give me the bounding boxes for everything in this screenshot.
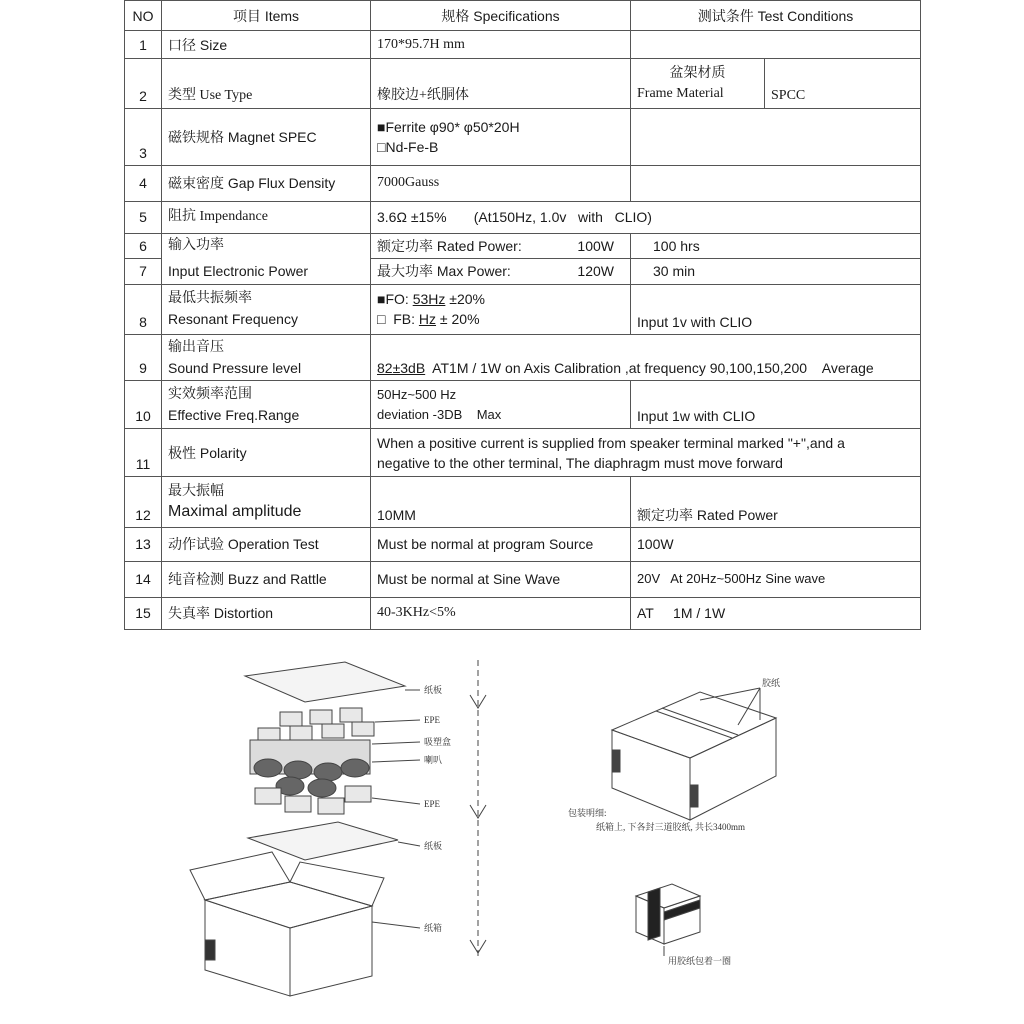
row-no: 6 <box>125 233 162 258</box>
item-en: Resonant Frequency <box>168 311 298 328</box>
row-no: 12 <box>125 477 162 527</box>
max-power-label: 最大功率 Max Power: <box>377 263 511 280</box>
row-test <box>631 31 921 59</box>
label-speaker: 喇叭 <box>424 755 443 765</box>
table-row <box>125 429 921 477</box>
row-item: 阻抗 Impendance <box>162 201 371 233</box>
paperboard-bottom-drawing <box>248 822 398 860</box>
carton-drawing <box>190 852 384 996</box>
table-row <box>125 31 921 59</box>
row-item <box>162 381 371 429</box>
packing-note-detail: 纸箱上, 下各封三道胶纸, 共长3400mm <box>596 822 746 832</box>
item-cn: 实效频率范围 <box>168 386 252 402</box>
small-box-drawing <box>636 884 700 944</box>
spl-condition: AT1M / 1W on Axis Calibration ,at frequency 90,100,150,200 Average <box>425 360 874 377</box>
row-spec: Must be normal at Sine Wave <box>371 561 631 597</box>
row-item: 动作试验 Operation Test <box>162 527 371 561</box>
header-row <box>125 1 921 31</box>
rated-power-label: 额定功率 Rated Power: <box>377 237 522 254</box>
table-row <box>125 233 921 258</box>
row-test: 20V At 20Hz~500Hz Sine wave <box>631 561 921 597</box>
item-cn: 输出音压 <box>168 339 224 355</box>
paperboard-top-drawing <box>245 662 405 702</box>
row-spec <box>371 233 631 258</box>
table-row <box>125 109 921 165</box>
freq-range: 50Hz~500 Hz <box>377 386 457 402</box>
row-spec <box>371 258 631 284</box>
row-item: 磁铁规格 Magnet SPEC <box>162 109 371 165</box>
row-test <box>631 109 921 165</box>
spl-value: 82±3dB <box>377 360 426 377</box>
header-test: 测试条件 Test Conditions <box>631 1 921 31</box>
row-spec <box>371 109 631 165</box>
item-en: Maximal amplitude <box>168 503 302 521</box>
row-test: 30 min <box>631 258 921 284</box>
row-spec: 10MM <box>371 477 631 527</box>
freq-deviation: deviation -3DB Max <box>377 406 502 422</box>
max-power-value: 120W <box>577 263 614 280</box>
row-item <box>162 477 371 527</box>
label-epe-bottom: EPE <box>424 799 441 809</box>
row-test: Input 1v with CLIO <box>631 284 921 334</box>
packing-note-title: 包装明细: <box>568 808 607 818</box>
frame-label-cn: 盆架材质 <box>669 65 726 81</box>
frame-material-label <box>631 59 765 109</box>
table-row <box>125 201 921 233</box>
row-item: 磁束密度 Gap Flux Density <box>162 165 371 201</box>
fo-value: 53Hz <box>412 291 446 308</box>
table-row <box>125 59 921 109</box>
row-no: 15 <box>125 597 162 629</box>
label-carton: 纸箱 <box>424 923 443 933</box>
row-no: 13 <box>125 527 162 561</box>
row-no: 7 <box>125 258 162 284</box>
row-no: 14 <box>125 561 162 597</box>
table-row <box>125 527 921 561</box>
small-box-caption: 用胶纸包着一圈 <box>668 956 732 966</box>
row-spec <box>371 429 921 477</box>
row-test: 额定功率 Rated Power <box>631 477 921 527</box>
row-spec: 橡胶边+纸胴体 <box>371 59 631 109</box>
table-row <box>125 381 921 429</box>
magnet-ferrite: ■Ferrite φ90* φ50*20H <box>377 118 520 135</box>
row-test: 100 hrs <box>631 233 921 258</box>
label-tape: 胶纸 <box>762 678 781 688</box>
row-item-cn: 输入功率 <box>162 233 371 258</box>
fo-line <box>377 289 624 309</box>
row-no: 4 <box>125 165 162 201</box>
fb-line <box>377 309 624 329</box>
sealed-carton-drawing <box>612 692 776 820</box>
row-spec <box>371 284 631 334</box>
header-items: 项目 Items <box>162 1 371 31</box>
row-spec: 170*95.7H mm <box>371 31 631 59</box>
fb-prefix: □ FB: <box>377 311 419 328</box>
row-no: 9 <box>125 335 162 381</box>
label-paperboard-top: 纸板 <box>424 685 443 695</box>
table-row <box>125 258 921 284</box>
row-item: 类型 Use Type <box>162 59 371 109</box>
row-no: 8 <box>125 284 162 334</box>
row-item: 失真率 Distortion <box>162 597 371 629</box>
fb-value: Hz <box>418 311 437 328</box>
frame-label-en: Frame Material <box>637 85 724 101</box>
label-paperboard-bottom: 纸板 <box>424 841 443 851</box>
fb-suffix: ± 20% <box>436 311 480 328</box>
row-item <box>162 335 371 381</box>
polarity-line2: negative to the other terminal, The diaphragm must move forward <box>377 454 783 471</box>
label-epe-top: EPE <box>424 715 441 725</box>
row-item <box>162 284 371 334</box>
row-no: 2 <box>125 59 162 109</box>
header-spec: 规格 Specifications <box>371 1 631 31</box>
frame-material-value: SPCC <box>765 59 921 109</box>
item-en: Sound Pressure level <box>168 359 302 376</box>
packing-diagram <box>0 640 1024 1024</box>
table-row <box>125 561 921 597</box>
label-blister: 吸塑盒 <box>424 737 452 747</box>
row-no: 11 <box>125 429 162 477</box>
item-cn: 最大振幅 <box>168 484 224 500</box>
header-no: NO <box>125 1 162 31</box>
row-item: 口径 Size <box>162 31 371 59</box>
row-test: AT 1M / 1W <box>631 597 921 629</box>
row-no: 1 <box>125 31 162 59</box>
item-cn: 最低共振频率 <box>168 291 252 307</box>
row-no: 10 <box>125 381 162 429</box>
table-row <box>125 165 921 201</box>
spec-table <box>124 0 921 630</box>
row-item-en: Input Electronic Power <box>162 258 371 284</box>
row-test: Input 1w with CLIO <box>631 381 921 429</box>
table-row <box>125 284 921 334</box>
item-en: Effective Freq.Range <box>168 406 300 423</box>
table-row <box>125 477 921 527</box>
row-spec <box>371 381 631 429</box>
row-spec: 3.6Ω ±15% (At150Hz, 1.0v with CLIO) <box>371 201 921 233</box>
fo-prefix: ■FO: <box>377 291 413 308</box>
row-item: 纯音检测 Buzz and Rattle <box>162 561 371 597</box>
row-spec <box>371 335 921 381</box>
row-no: 3 <box>125 109 162 165</box>
row-no: 5 <box>125 201 162 233</box>
table-row <box>125 335 921 381</box>
row-spec: Must be normal at program Source <box>371 527 631 561</box>
fo-suffix: ±20% <box>445 291 485 308</box>
polarity-line1: When a positive current is supplied from speaker terminal marked "+",and a <box>377 434 845 451</box>
row-spec: 40-3KHz<5% <box>371 597 631 629</box>
epe-top-drawing <box>258 708 374 742</box>
row-test: 100W <box>631 527 921 561</box>
row-test <box>631 165 921 201</box>
rated-power-value: 100W <box>577 237 614 254</box>
table-row <box>125 597 921 629</box>
row-item: 极性 Polarity <box>162 429 371 477</box>
magnet-ndfeb: □Nd-Fe-B <box>377 138 439 155</box>
row-spec: 7000Gauss <box>371 165 631 201</box>
